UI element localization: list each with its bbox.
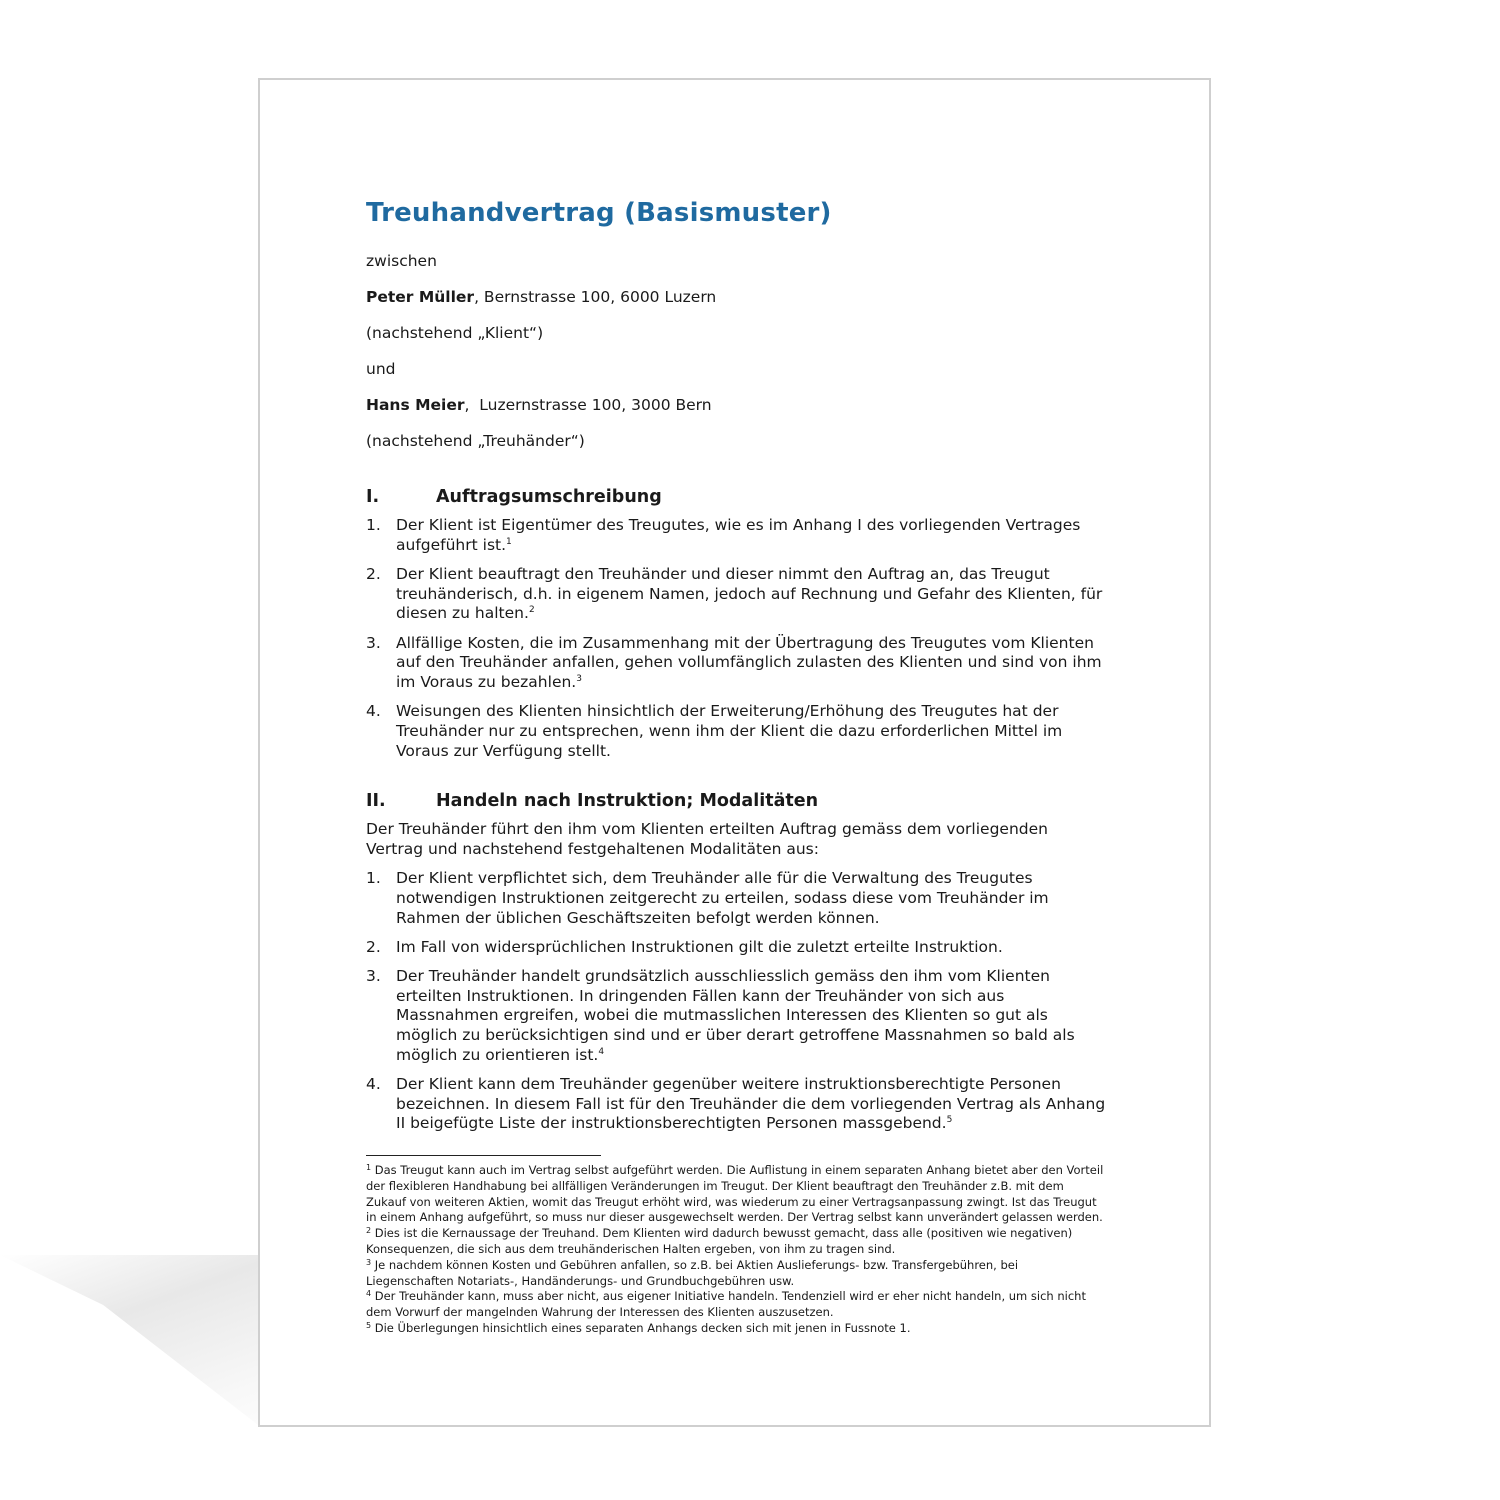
- list-item: [366, 516, 1106, 555]
- footnote-ref[interactable]: 5: [946, 1115, 953, 1126]
- list-item-text: [396, 565, 1106, 624]
- footnote-text: Die Überlegungen hinsichtlich eines separaten Anhangs decken sich mit jenen in Fussnote 1.: [371, 1321, 911, 1336]
- list-item: [366, 967, 1106, 1066]
- footnote-text: Der Treuhänder kann, muss aber nicht, aus eigener Initiative handeln. Tendenziell wird er eher nicht handeln, um sich nicht dem Vorwurf der mangelnden Wahrung der Interessen des Klienten auszusetzen.: [366, 1289, 1086, 1320]
- list-item-body: Weisungen des Klienten hinsichtlich der Erweiterung/Erhöhung des Treugutes hat der Treuhänder nur zu entsprechen, wenn ihm der Klient die dazu erforderlichen Mittel im Voraus zur Verfügung stellt.: [396, 702, 1063, 760]
- party1-name: Peter Müller: [366, 288, 475, 306]
- footnote-ref[interactable]: 1: [506, 536, 512, 547]
- list-item-body: Der Treuhänder handelt grundsätzlich ausschliesslich gemäss den ihm vom Klienten erteilten Instruktionen. In dringenden Fällen kann der Treuhänder von sich aus Massnahmen ergreifen, wobei die mutmasslichen Interessen des Klienten so gut als möglich zu berücksichtigen sind und er über derart getroffene Massnahmen so bald als möglich zu orientieren ist.: [396, 966, 1075, 1064]
- list-item-number: 4.: [366, 1074, 381, 1093]
- footnote-text: Je nachdem können Kosten und Gebühren anfallen, so z.B. bei Aktien Auslieferungs- bzw. Transfergebühren, bei Liegenschaften Notariats-, Handänderungs- und Grundbuchgebühren usw.: [366, 1257, 1019, 1288]
- list-item: [366, 634, 1106, 693]
- footnote-number: 1: [366, 1163, 372, 1173]
- list-item-text: [396, 702, 1106, 761]
- list-item-body: Der Klient kann dem Treuhänder gegenüber weitere instruktionsberechtigte Personen bezeichnen. In diesem Fall ist für den Treuhänder die dem vorliegenden Vertrag als Anhang II beigefügte Liste der instruktionsberechtigten Personen massgebend.: [396, 1074, 1106, 1133]
- footnote: [366, 1258, 1106, 1290]
- section2-intro: Der Treuhänder führt den ihm vom Klienten erteilten Auftrag gemäss dem vorliegenden Vertrag und nachstehend festgehaltenen Modalitäten aus:: [366, 820, 1048, 858]
- footnotes: [366, 1163, 1106, 1337]
- party1-line: [366, 288, 1106, 307]
- footnote-number: 2: [366, 1226, 372, 1236]
- list-item: [366, 869, 1106, 928]
- footnote: [366, 1226, 1106, 1258]
- list-item-body: Der Klient beauftragt den Treuhänder und dieser nimmt den Auftrag an, das Treugut treuhänderisch, d.h. in eigenem Namen, jedoch auf Rechnung und Gefahr des Klienten, für diesen zu halten.: [396, 564, 1103, 623]
- list-item: [366, 565, 1106, 624]
- document-page: [258, 78, 1211, 1427]
- footnote-text: Dies ist die Kernaussage der Treuhand. Dem Klienten wird dadurch bewusst gemacht, dass alle (positiven wie negativen) Konsequenzen, die sich aus dem treuhänderischen Halten ergeben, von ihm zu tragen sind.: [366, 1226, 1073, 1257]
- list-item: [366, 938, 1106, 958]
- list-item-number: 3.: [366, 966, 381, 985]
- list-item-number: 1.: [366, 869, 381, 888]
- list-item-text: [396, 634, 1106, 693]
- footnote: [366, 1289, 1106, 1321]
- section1-title: Auftragsumschreibung: [436, 487, 662, 507]
- list-item-number: 2.: [366, 937, 381, 956]
- footnote-text: Das Treugut kann auch im Vertrag selbst aufgeführt werden. Die Auflistung in einem separaten Anhang bietet aber den Vorteil der flexibleren Handhabung bei allfälligen Veränderungen im Treugut. Der Klient beauftragt den Treuhänder z.B. mit dem Zukauf von weiteren Aktien, womit das Treugut erhöht wird, was wiederum zu einer Vertragsanpassung zwingt. Ist das Treugut in einem Anhang aufgeführt, so muss nur dieser ausgewechselt werden. Der Vertrag selbst kann unverändert gelassen werden.: [366, 1163, 1104, 1225]
- section2-heading: [366, 791, 1106, 811]
- footnote-ref[interactable]: 3: [576, 673, 582, 684]
- section2-title: Handeln nach Instruktion; Modalitäten: [436, 791, 819, 812]
- section1-number: I.: [366, 487, 380, 507]
- document-title: Treuhandvertrag (Basismuster): [366, 198, 832, 228]
- footnote-number: 5: [366, 1321, 372, 1331]
- list-item-text: [396, 938, 1106, 958]
- party2-address: , Luzernstrasse 100, 3000 Bern: [464, 396, 712, 414]
- section1-heading: [366, 487, 1106, 507]
- list-item: [366, 702, 1106, 761]
- footnote: [366, 1163, 1106, 1226]
- list-item-text: [396, 967, 1106, 1066]
- list-item-text: [396, 869, 1106, 928]
- list-item-number: 1.: [366, 516, 381, 534]
- list-item-body: Im Fall von widersprüchlichen Instruktionen gilt die zuletzt erteilte Instruktion.: [396, 937, 1003, 956]
- footnote-ref[interactable]: 4: [598, 1046, 605, 1057]
- page-shadow: [0, 1255, 258, 1455]
- list-item-text: [396, 516, 1106, 555]
- list-item-number: 4.: [366, 702, 381, 721]
- list-item-number: 3.: [366, 633, 381, 652]
- footnote-number: 3: [366, 1257, 372, 1267]
- party2-role: (nachstehend „Treuhänder“): [366, 432, 585, 450]
- list-item-body: Allfällige Kosten, die im Zusammenhang mit der Übertragung des Treugutes vom Klienten auf den Treuhänder anfallen, gehen vollumfänglich zulasten des Klienten und sind von ihm im Voraus zu bezahlen.: [396, 633, 1102, 691]
- list-item-body: Der Klient ist Eigentümer des Treugutes, wie es im Anhang I des vorliegenden Vertrages aufgeführt ist.: [396, 516, 1081, 554]
- document-content: [366, 198, 1106, 1337]
- list-item-text: [396, 1075, 1106, 1134]
- footnote-ref[interactable]: 2: [528, 605, 535, 616]
- party1-role: (nachstehend „Klient“): [366, 324, 544, 342]
- footnote: [366, 1321, 1106, 1337]
- and-text: und: [366, 360, 396, 378]
- footnote-number: 4: [366, 1289, 372, 1299]
- footnote-separator: [366, 1155, 601, 1156]
- list-item: [366, 1075, 1106, 1134]
- section2-number: II.: [366, 791, 386, 812]
- party1-address: , Bernstrasse 100, 6000 Luzern: [474, 288, 717, 306]
- list-item-number: 2.: [366, 564, 381, 583]
- party2-name: Hans Meier: [366, 396, 465, 414]
- section1-list: [366, 516, 1106, 761]
- list-item-body: Der Klient verpflichtet sich, dem Treuhänder alle für die Verwaltung des Treugutes notwendigen Instruktionen zeitgerecht zu erteilen, sodass diese vom Treuhänder im Rahmen der üblichen Geschäftszeiten befolgt werden können.: [396, 869, 1049, 927]
- between-text: zwischen: [366, 252, 437, 270]
- party2-line: [366, 396, 1106, 415]
- section2-list: [366, 869, 1106, 1134]
